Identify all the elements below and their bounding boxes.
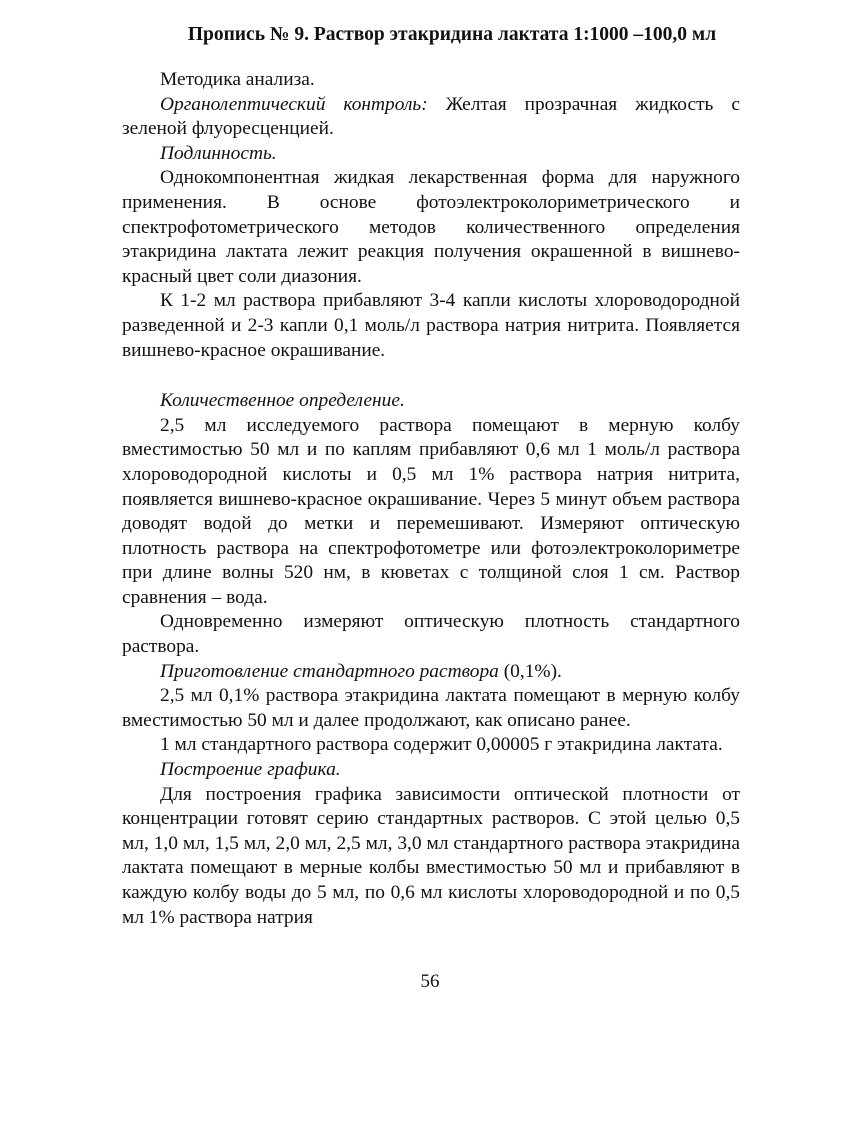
paragraph-text: (0,1%). (498, 660, 562, 682)
paragraph-text: 2,5 мл 0,1% раствора этакридина лактата помещают в мерную колбу вместимостью 50 мл и далее продолжают, как описано ранее. (122, 685, 740, 731)
paragraph-reaction (122, 289, 740, 363)
section-gap (122, 363, 740, 389)
paragraph-text: Желтая прозрачная жидкость с зеленой флуоресценцией. (122, 93, 740, 140)
section-label: Подлинность. (160, 142, 277, 164)
page-title: Пропись № 9. Раствор этакридина лактата 1:1000 –100,0 мл (187, 24, 717, 45)
paragraph-graph-text (122, 783, 740, 931)
paragraph-organoleptic (122, 93, 740, 142)
paragraph-graph-heading (122, 758, 740, 783)
paragraph-standard-content (122, 733, 740, 758)
section-label: Количественное определение. (160, 390, 405, 412)
paragraph-text: Однокомпонентная жидкая лекарственная форма для наружного применения. В основе фотоэлектроколориметрического и спектрофотометрического методов количественного определения этакридина лактата лежит реакция получения окрашенной в вишнево-красный цвет соли диазония. (122, 167, 740, 287)
paragraph-text: 1 мл стандартного раствора содержит 0,00005 г этакридина лактата. (160, 734, 723, 756)
paragraph-quantitative-text (122, 414, 740, 611)
section-label: Органолептический контроль: (160, 93, 428, 115)
paragraph-quantitative-heading (122, 389, 740, 414)
paragraph-standard-measure (122, 610, 740, 659)
paragraph-text: К 1-2 мл раствора прибавляют 3-4 капли кислоты хлороводородной разведенной и 2-3 капли 0,1 моль/л раствора натрия нитрита. Появляется вишнево-красное окрашивание. (122, 290, 740, 361)
paragraph-standard-preparation-heading (122, 660, 740, 685)
paragraph-text: Для построения графика зависимости оптической плотности от концентрации готовят серию стандартных растворов. С этой целью 0,5 мл, 1,0 мл, 1,5 мл, 2,0 мл, 2,5 мл, 3,0 мл стандартного раствора этакридина лактата помещают в мерные колбы вместимостью 50 мл и прибавляют в каждую колбу воды до 5 мл, по 0,6 мл кислоты хлороводородной и по 0,5 мл 1% раствора натрия (122, 783, 740, 928)
paragraph-text: Методика анализа. (160, 69, 315, 90)
section-label: Приготовление стандартного раствора (160, 660, 499, 682)
paragraph-method (122, 68, 740, 93)
paragraph-text: Одновременно измеряют оптическую плотность стандартного раствора. (122, 611, 740, 658)
section-label: Построение графика. (160, 759, 341, 781)
paragraph-text: 2,5 мл исследуемого раствора помещают в мерную колбу вместимостью 50 мл и по каплям прибавляют 0,6 мл 1 моль/л раствора хлороводородной кислоты и 0,5 мл 1% раствора натрия нитрита, появляется вишнево-красное окрашивание. Через 5 минут объем раствора доводят водой до метки и перемешивают. Измеряют оптическую плотность раствора на спектрофотометре или фотоэлектроколориметре при длине волны 520 нм, в кюветах с толщиной слоя 1 см. Раствор сравнения – вода. (122, 414, 740, 608)
document-page (122, 22, 740, 930)
paragraph-authenticity-text (122, 166, 740, 289)
paragraph-standard-preparation-text (122, 684, 740, 733)
paragraph-authenticity-heading (122, 142, 740, 167)
page-number: 56 (420, 971, 440, 992)
